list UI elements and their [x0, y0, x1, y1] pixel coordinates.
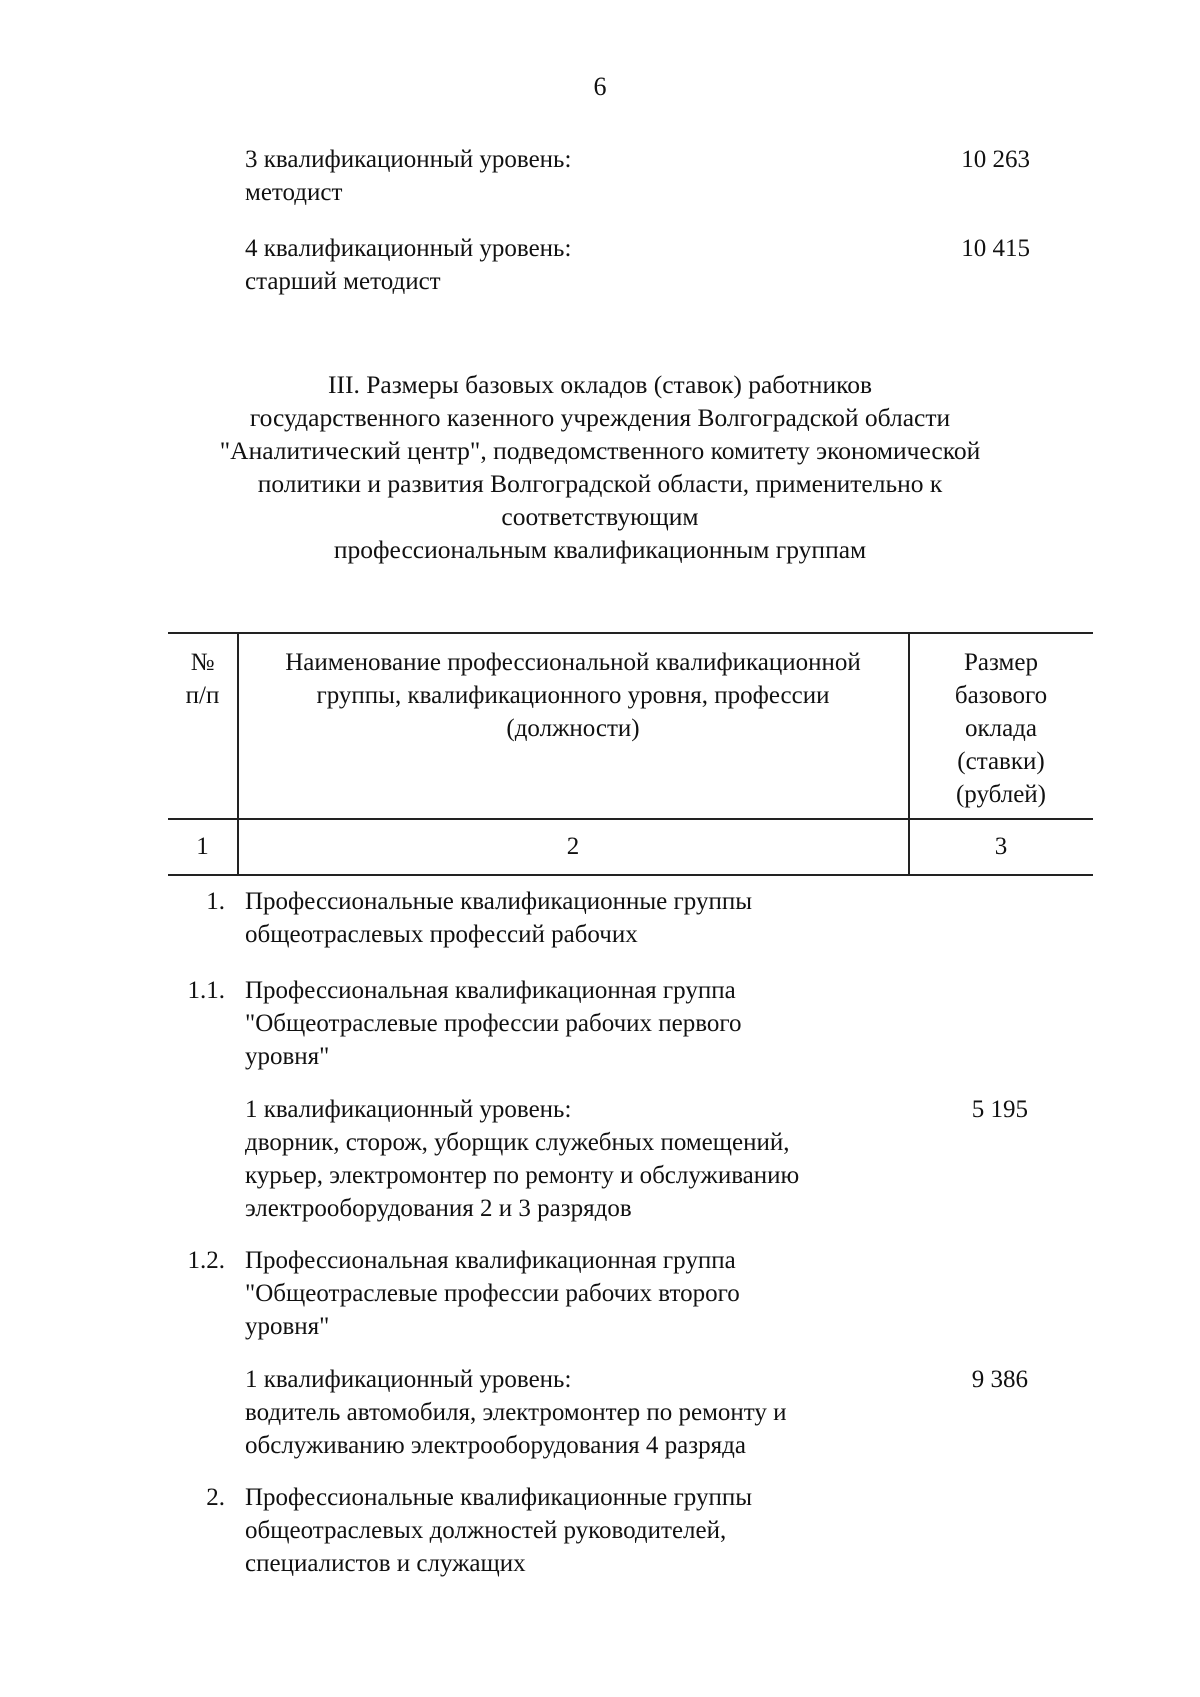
row-6-text: [245, 1481, 885, 1580]
header-salary-line-4: (ставки): [957, 748, 1045, 775]
top-entry-1-value: 10 263: [961, 146, 1030, 173]
table-bottom-border: [168, 874, 1093, 876]
row-2-line-3: уровня": [245, 1043, 330, 1070]
header-name-line-3: (должности): [506, 715, 640, 742]
row-1-number: 1.: [206, 888, 225, 915]
column-number-1: 1: [196, 833, 209, 860]
row-1-text: [245, 885, 885, 951]
header-salary-line-2: базового: [954, 682, 1048, 709]
row-4-line-1: Профессиональная квалификационная группа: [245, 1247, 736, 1274]
header-salary-line-1: Размер: [964, 649, 1038, 676]
row-3-line-2: дворник, сторож, уборщик служебных помещений,: [245, 1129, 790, 1156]
row-6-line-2: общеотраслевых должностей руководителей,: [245, 1517, 727, 1544]
top-entry-2-line-1: 4 квалификационный уровень:: [245, 235, 572, 262]
table-top-border: [168, 632, 1093, 634]
top-entry-1: [245, 143, 885, 209]
header-number-line-1: №: [190, 649, 215, 676]
top-entry-2: [245, 232, 885, 298]
header-salary-line-5: (рублей): [955, 781, 1047, 808]
row-5-line-1: 1 квалификационный уровень:: [245, 1366, 572, 1393]
section-title-line-3: "Аналитический центр", подведомственного комитету экономической: [219, 436, 981, 465]
row-5-line-3: обслуживанию электрооборудования 4 разряда: [245, 1432, 746, 1459]
header-cell-number: [168, 646, 237, 712]
row-1-line-2: общеотраслевых профессий рабочих: [245, 921, 638, 948]
top-entry-2-value: 10 415: [961, 235, 1030, 262]
page-number: 6: [593, 72, 607, 101]
section-title-line-5: соответствующим: [501, 502, 699, 531]
section-title-line-4: политики и развития Волгоградской области, применительно к: [257, 469, 943, 498]
row-5-text: [245, 1363, 885, 1462]
top-entry-1-line-1: 3 квалификационный уровень:: [245, 146, 572, 173]
column-number-2: 2: [566, 833, 580, 860]
row-3-value: 5 195: [971, 1096, 1028, 1123]
section-title: [150, 368, 1050, 566]
section-title-line-1: III. Размеры базовых окладов (ставок) работников: [328, 370, 872, 399]
row-4-text: [245, 1244, 885, 1343]
header-salary-line-3: оклада: [964, 715, 1038, 742]
row-4-line-3: уровня": [245, 1313, 330, 1340]
header-cell-salary: [909, 646, 1093, 811]
table-mid-border: [168, 818, 1093, 820]
row-4-number: 1.2.: [187, 1247, 225, 1274]
row-2-line-2: "Общеотраслевые профессии рабочих первого: [245, 1010, 742, 1037]
row-2-line-1: Профессиональная квалификационная группа: [245, 977, 736, 1004]
row-2-text: [245, 974, 885, 1073]
section-title-line-2: государственного казенного учреждения Волгоградской области: [249, 403, 951, 432]
top-entry-2-line-2: старший методист: [245, 268, 441, 295]
row-6-line-3: специалистов и служащих: [245, 1550, 526, 1577]
row-4-line-2: "Общеотраслевые профессии рабочих второго: [245, 1280, 740, 1307]
header-name-line-2: группы, квалификационного уровня, профессии: [316, 682, 830, 709]
row-3-line-3: курьер, электромонтер по ремонту и обслуживанию: [245, 1162, 800, 1189]
top-entry-1-line-2: методист: [245, 179, 343, 206]
row-2-number: 1.1.: [187, 977, 225, 1004]
row-6-number: 2.: [206, 1484, 225, 1511]
header-name-line-1: Наименование профессиональной квалификационной: [285, 649, 861, 676]
row-6-line-1: Профессиональные квалификационные группы: [245, 1484, 753, 1511]
header-number-line-2: п/п: [185, 682, 220, 709]
row-3-line-1: 1 квалификационный уровень:: [245, 1096, 572, 1123]
row-5-value: 9 386: [971, 1366, 1028, 1393]
section-title-line-6: профессиональным квалификационным группам: [333, 535, 867, 564]
row-1-line-1: Профессиональные квалификационные группы: [245, 888, 753, 915]
header-cell-name: [238, 646, 908, 745]
row-3-text: [245, 1093, 885, 1225]
row-5-line-2: водитель автомобиля, электромонтер по ремонту и: [245, 1399, 787, 1426]
column-number-3: 3: [994, 833, 1008, 860]
row-3-line-4: электрооборудования 2 и 3 разрядов: [245, 1195, 632, 1222]
